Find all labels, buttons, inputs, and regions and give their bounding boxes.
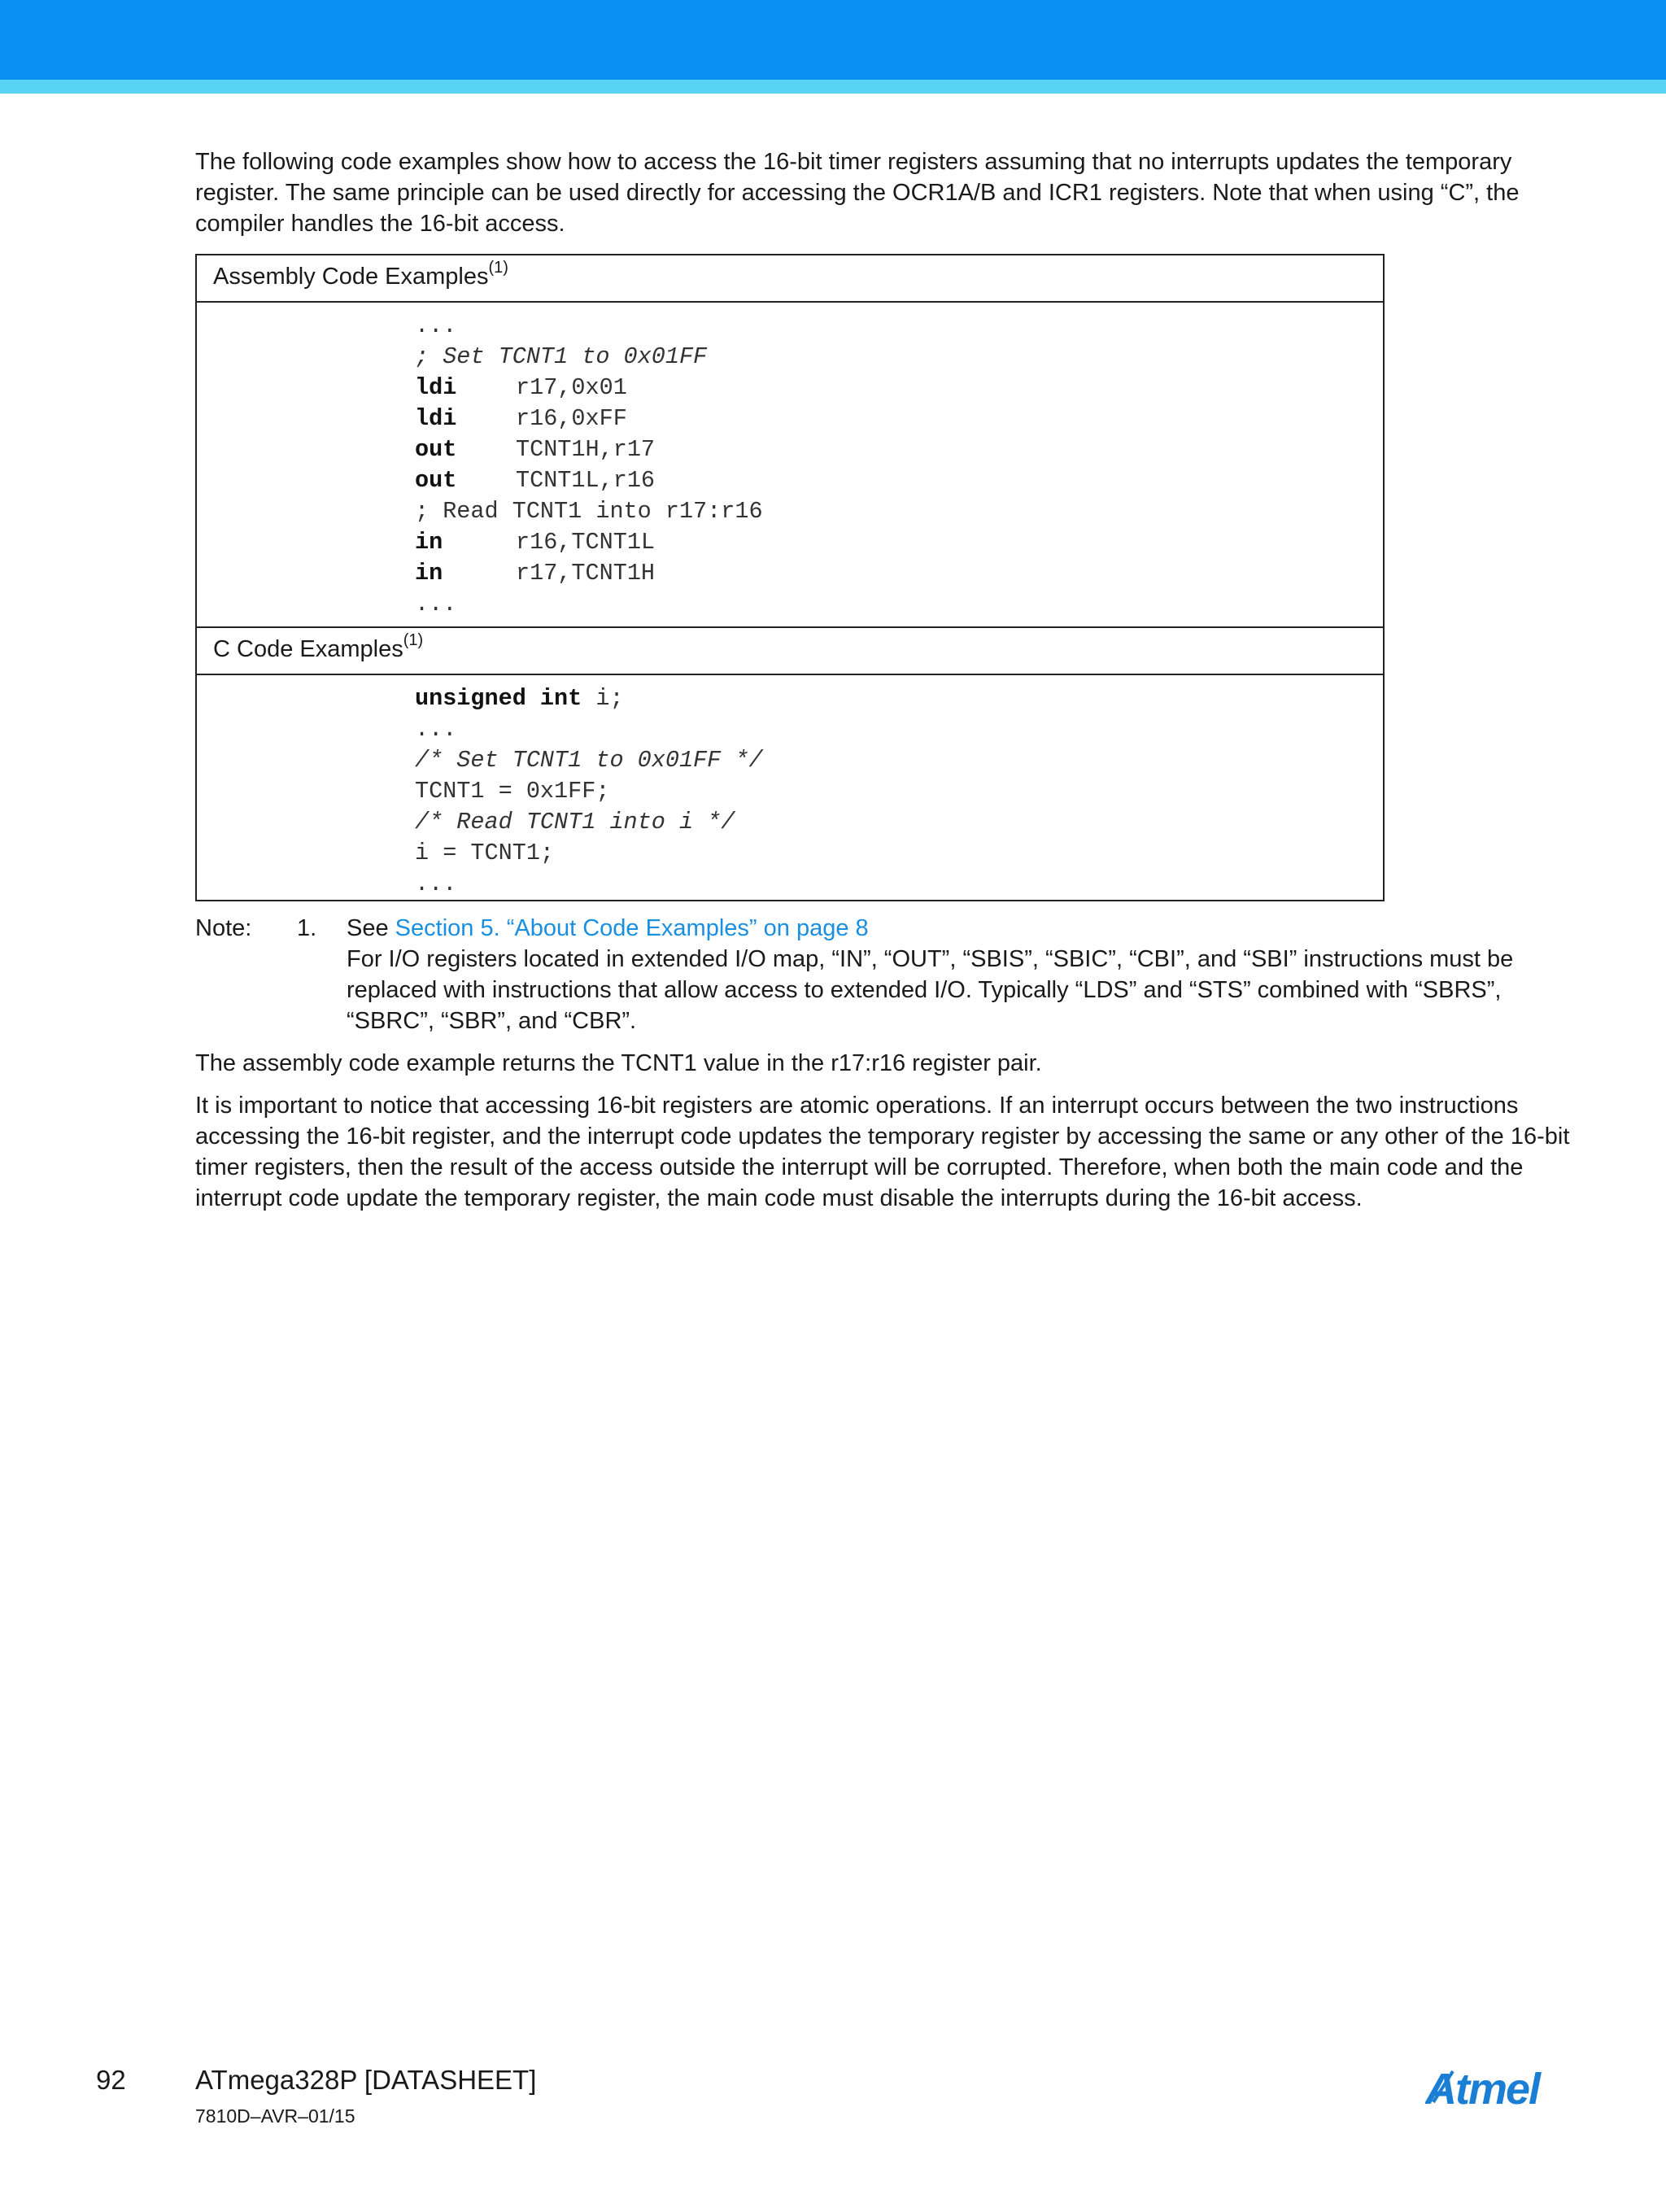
c-header-label: C Code Examples — [213, 636, 403, 662]
code-examples-table — [195, 254, 1385, 901]
code-line — [197, 558, 1383, 589]
operands: TCNT1H,r17 — [516, 436, 656, 463]
document-title: ATmega328P [DATASHEET] — [195, 2065, 537, 2095]
code-line: ... — [415, 591, 457, 617]
code-line: ... — [415, 716, 457, 743]
svg-text:Atmel: Atmel — [1425, 2066, 1540, 2114]
note-text: For I/O registers located in extended I/O map, “IN”, “OUT”, “SBIS”, “SBIC”, “CBI”, and “SBI” instructions must be replaced with instructions that allow access to extended I/O. Typically “LDS” and “STS” combined with “SBRS”, “SBRC”, “SBR”, and “CBR”. — [347, 946, 1514, 1034]
operands: TCNT1L,r16 — [516, 467, 656, 494]
mnemonic: out — [415, 467, 457, 494]
paragraph-assembly-result: The assembly code example returns the TCNT1 value in the r17:r16 register pair. — [195, 1050, 1042, 1076]
code-comment: ; Set TCNT1 to 0x01FF — [415, 343, 708, 370]
code-line: TCNT1 = 0x1FF; — [415, 778, 610, 805]
code-line: ... — [415, 312, 457, 339]
paragraph-atomic-access: It is important to notice that accessing 16-bit registers are atomic operations. If an interrupt occurs between the two instructions accessing the 16-bit register, and the interrupt code updates the temporary register by accessing the same or any other of the 16-bit timer registers, then the result of the access outside the interrupt will be corrupted. Therefore, when both the main code and the interrupt code update the temporary register, the main code must disable the interrupts during the 16-bit access. — [195, 1093, 1570, 1211]
operands: r16,0xFF — [516, 405, 627, 432]
c-code-block — [196, 674, 1384, 901]
code-line: i = TCNT1; — [415, 840, 555, 866]
document-id: 7810D–AVR–01/15 — [195, 2105, 355, 2127]
code-line — [197, 683, 1383, 714]
asm-header — [196, 255, 1384, 302]
code-line — [197, 465, 1383, 496]
atmel-logo — [1425, 2066, 1572, 2119]
page-number: 92 — [96, 2065, 126, 2095]
mnemonic: out — [415, 436, 457, 463]
asm-footnote-ref: (1) — [488, 259, 508, 277]
mnemonic: ldi — [415, 374, 457, 401]
note-number: 1. — [297, 915, 317, 941]
code-line — [197, 434, 1383, 465]
header-stripe — [0, 80, 1666, 94]
asm-code-block — [196, 302, 1384, 627]
code-line — [197, 527, 1383, 558]
c-declaration: i; — [582, 685, 624, 712]
c-header — [196, 627, 1384, 674]
asm-header-label: Assembly Code Examples — [213, 264, 489, 290]
operands: r17,0x01 — [516, 374, 627, 401]
note-label: Note: — [195, 915, 252, 941]
note-see: See — [347, 915, 395, 941]
code-comment: ; Read TCNT1 into r17:r16 — [415, 498, 763, 525]
section-link[interactable]: Section 5. “About Code Examples” on page 8 — [395, 915, 869, 941]
mnemonic: in — [415, 560, 443, 587]
intro-paragraph: The following code examples show how to access the 16-bit timer registers assuming that no interrupts updates the temporary register. The same principle can be used directly for accessing the OCR1A/B and ICR1 registers. Note that when using “C”, the compiler handles the 16-bit access. — [195, 149, 1520, 237]
code-comment: /* Read TCNT1 into i */ — [415, 809, 735, 835]
mnemonic: ldi — [415, 405, 457, 432]
code-line — [197, 404, 1383, 434]
operands: r17,TCNT1H — [516, 560, 656, 587]
note-text-block — [347, 913, 1550, 1036]
intro-section — [195, 146, 1570, 239]
code-comment: /* Set TCNT1 to 0x01FF */ — [415, 747, 763, 774]
code-line — [197, 373, 1383, 404]
code-line: ... — [415, 870, 457, 897]
mnemonic: in — [415, 529, 443, 556]
operands: r16,TCNT1L — [516, 529, 656, 556]
header-bar — [0, 0, 1666, 80]
c-footnote-ref: (1) — [403, 631, 424, 649]
c-keyword: unsigned int — [415, 685, 582, 712]
